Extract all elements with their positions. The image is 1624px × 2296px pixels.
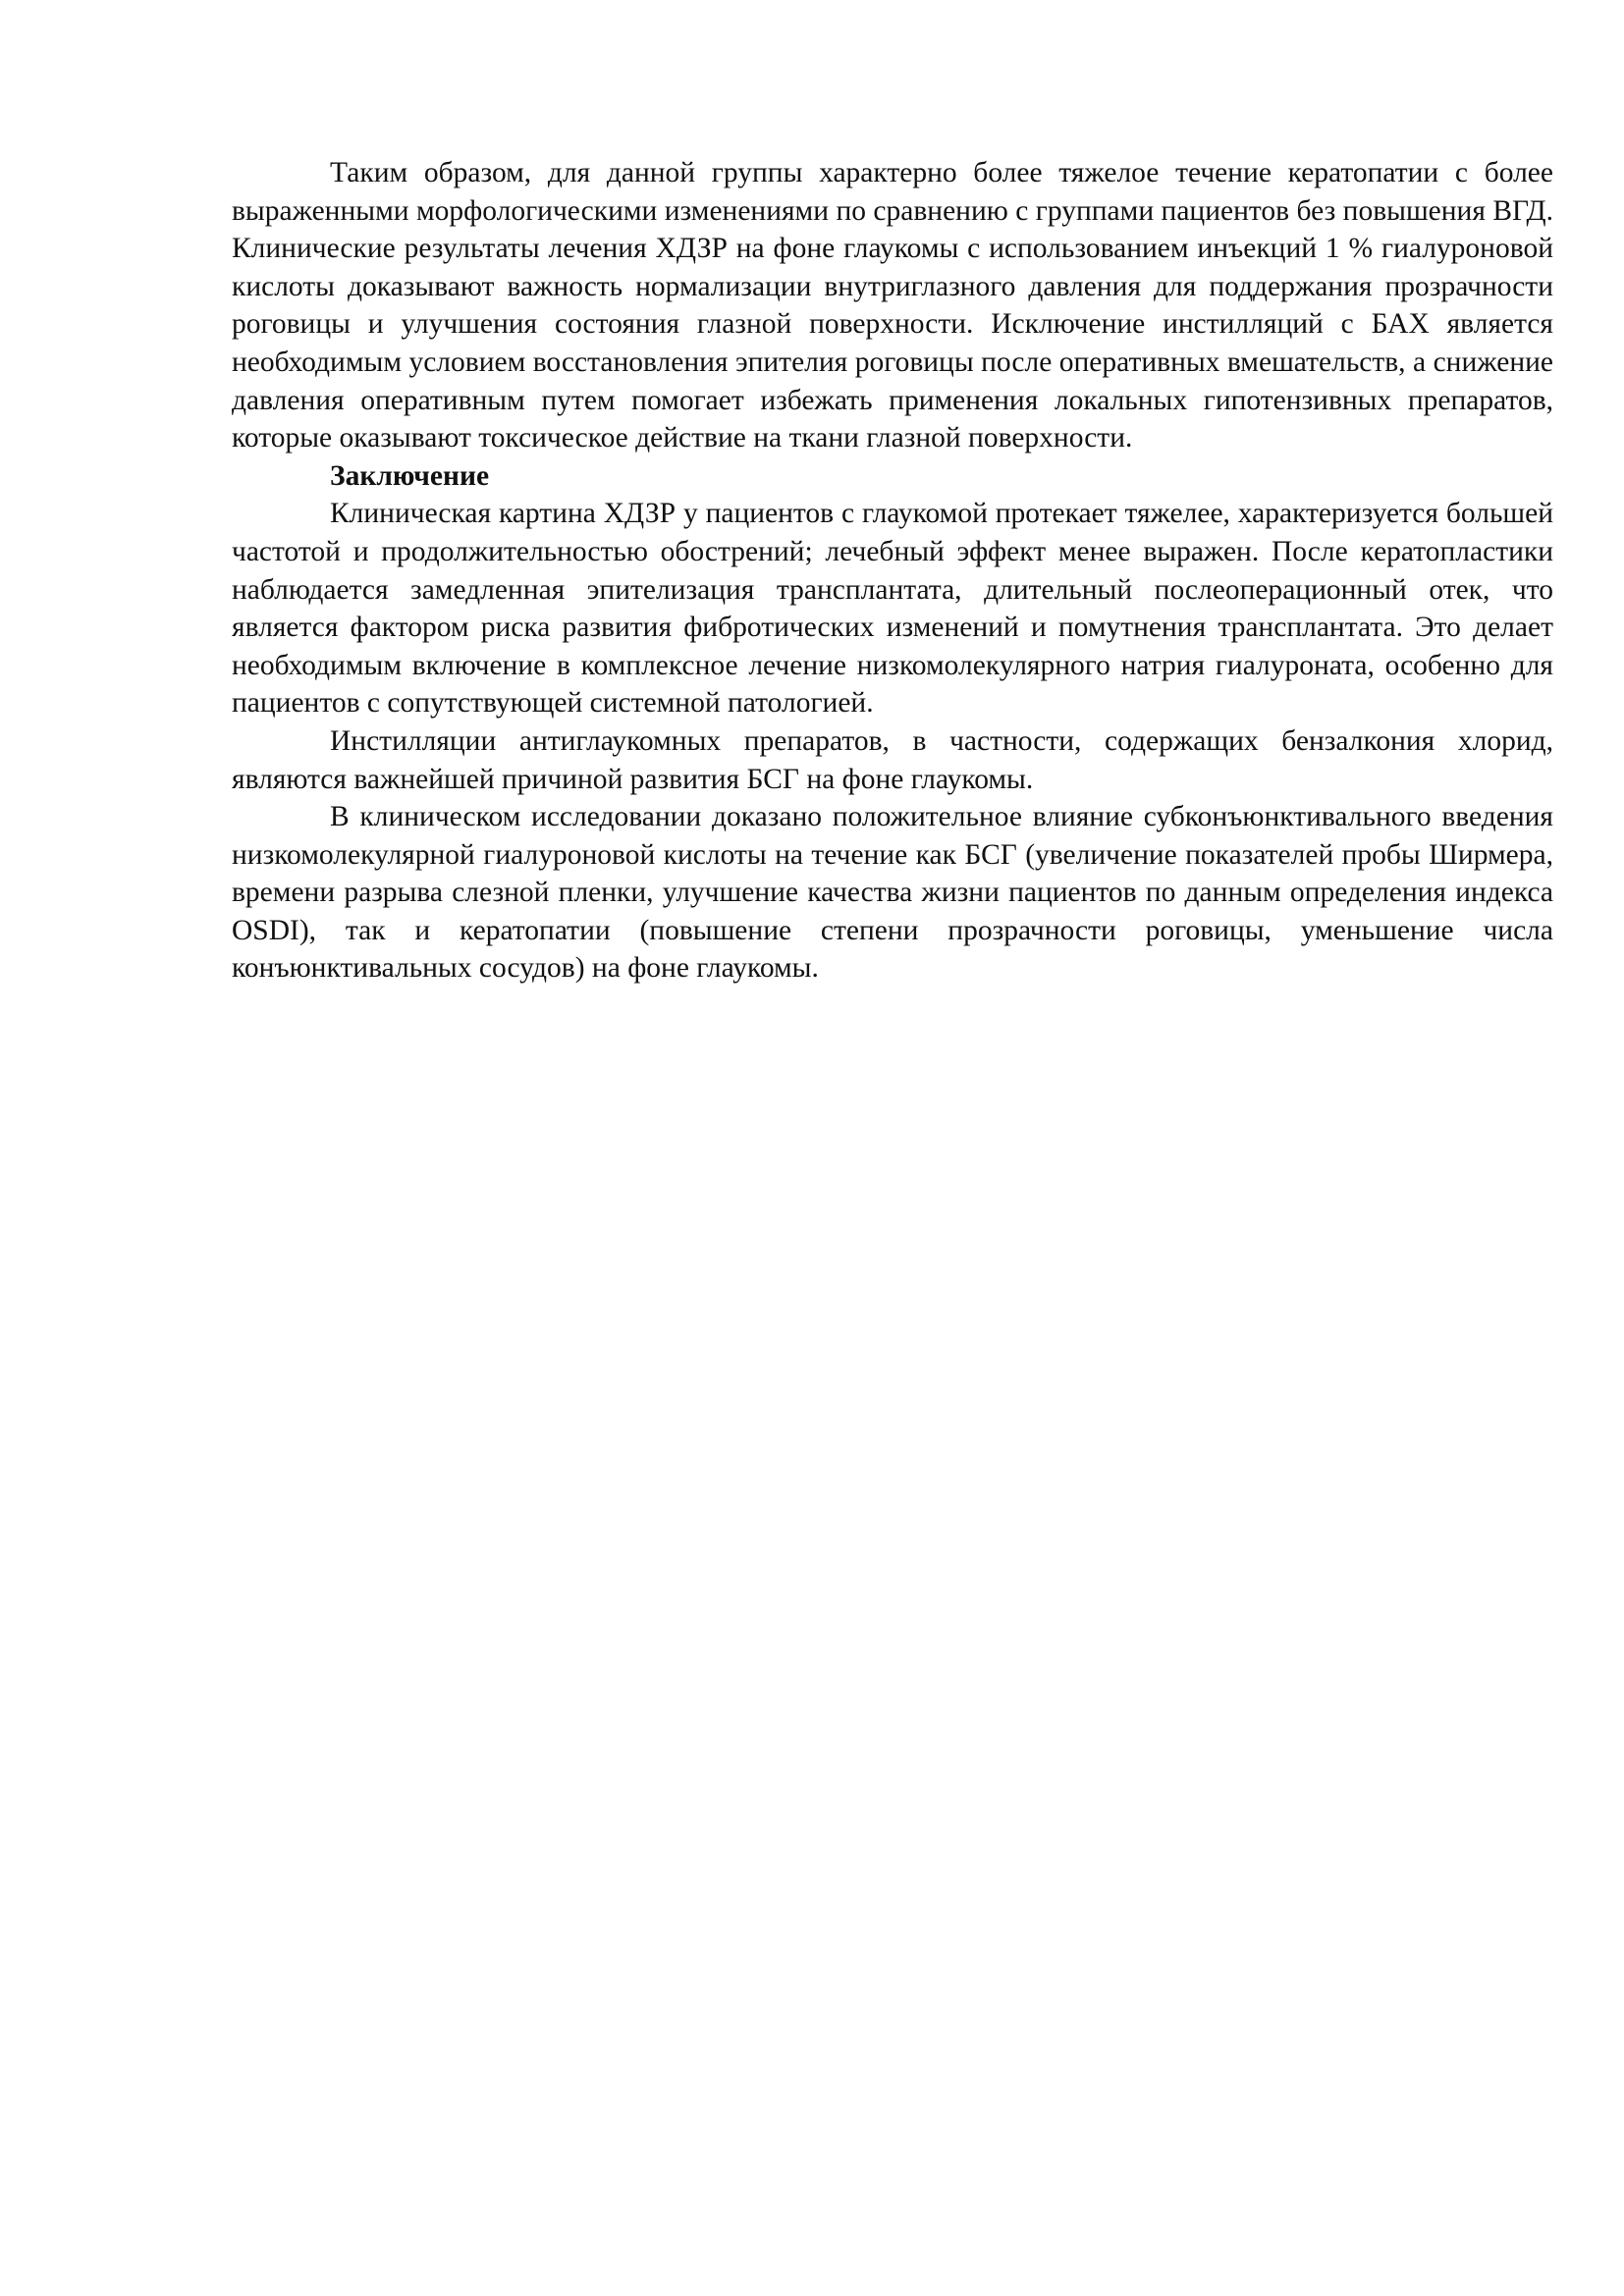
paragraph-summary: Таким образом, для данной группы характерно более тяжелое течение кератопатии с более выраженными морфологическими изменениями по сравнению с группами пациентов без повышения ВГД. Клинические результаты лечения ХДЗР на фоне глаукомы с использованием инъекций 1 % гиалуроновой кислоты доказывают важность нормализации внутриглазного давления для поддержания прозрачности роговицы и улучшения состояния глазной поверхности. Исключение инстилляций с БАХ является необходимым условием восстановления эпителия роговицы после оперативных вмешательств, а снижение давления оперативным путем помогает избежать применения локальных гипотензивных препаратов, которые оказывают токсическое действие на ткани глазной поверхности.: [232, 157, 1553, 454]
paragraph-conclusion-1: Клиническая картина ХДЗР у пациентов с глаукомой протекает тяжелее, характеризуется большей частотой и продолжительностью обострений; лечебный эффект менее выражен. После кератопластики наблюдается замедленная эпителизация трансплантата, длительный послеоперационный отек, что является фактором риска развития фибротических изменений и помутнения трансплантата. Это делает необходимым включение в комплексное лечение низкомолекулярного натрия гиалуроната, особенно для пациентов с сопутствующей системной патологией.: [232, 498, 1553, 720]
section-heading-conclusion: Заключение: [330, 459, 490, 492]
paragraph-conclusion-3: В клиническом исследовании доказано положительное влияние субконъюнктивального введения низкомолекулярной гиалуроновой кислоты на течение как БСГ (увеличение показателей пробы Ширмера, времени разрыва слезной пленки, улучшение качества жизни пациентов по данным определения индекса OSDI), так и кератопатии (повышение степени прозрачности роговицы, уменьшение числа конъюнктивальных сосудов) на фоне глаукомы.: [232, 801, 1553, 985]
document-page: [232, 154, 1553, 988]
paragraph-conclusion-2: Инстилляции антиглаукомных препаратов, в частности, содержащих бензалкония хлорид, являются важнейшей причиной развития БСГ на фоне глаукомы.: [232, 724, 1553, 795]
